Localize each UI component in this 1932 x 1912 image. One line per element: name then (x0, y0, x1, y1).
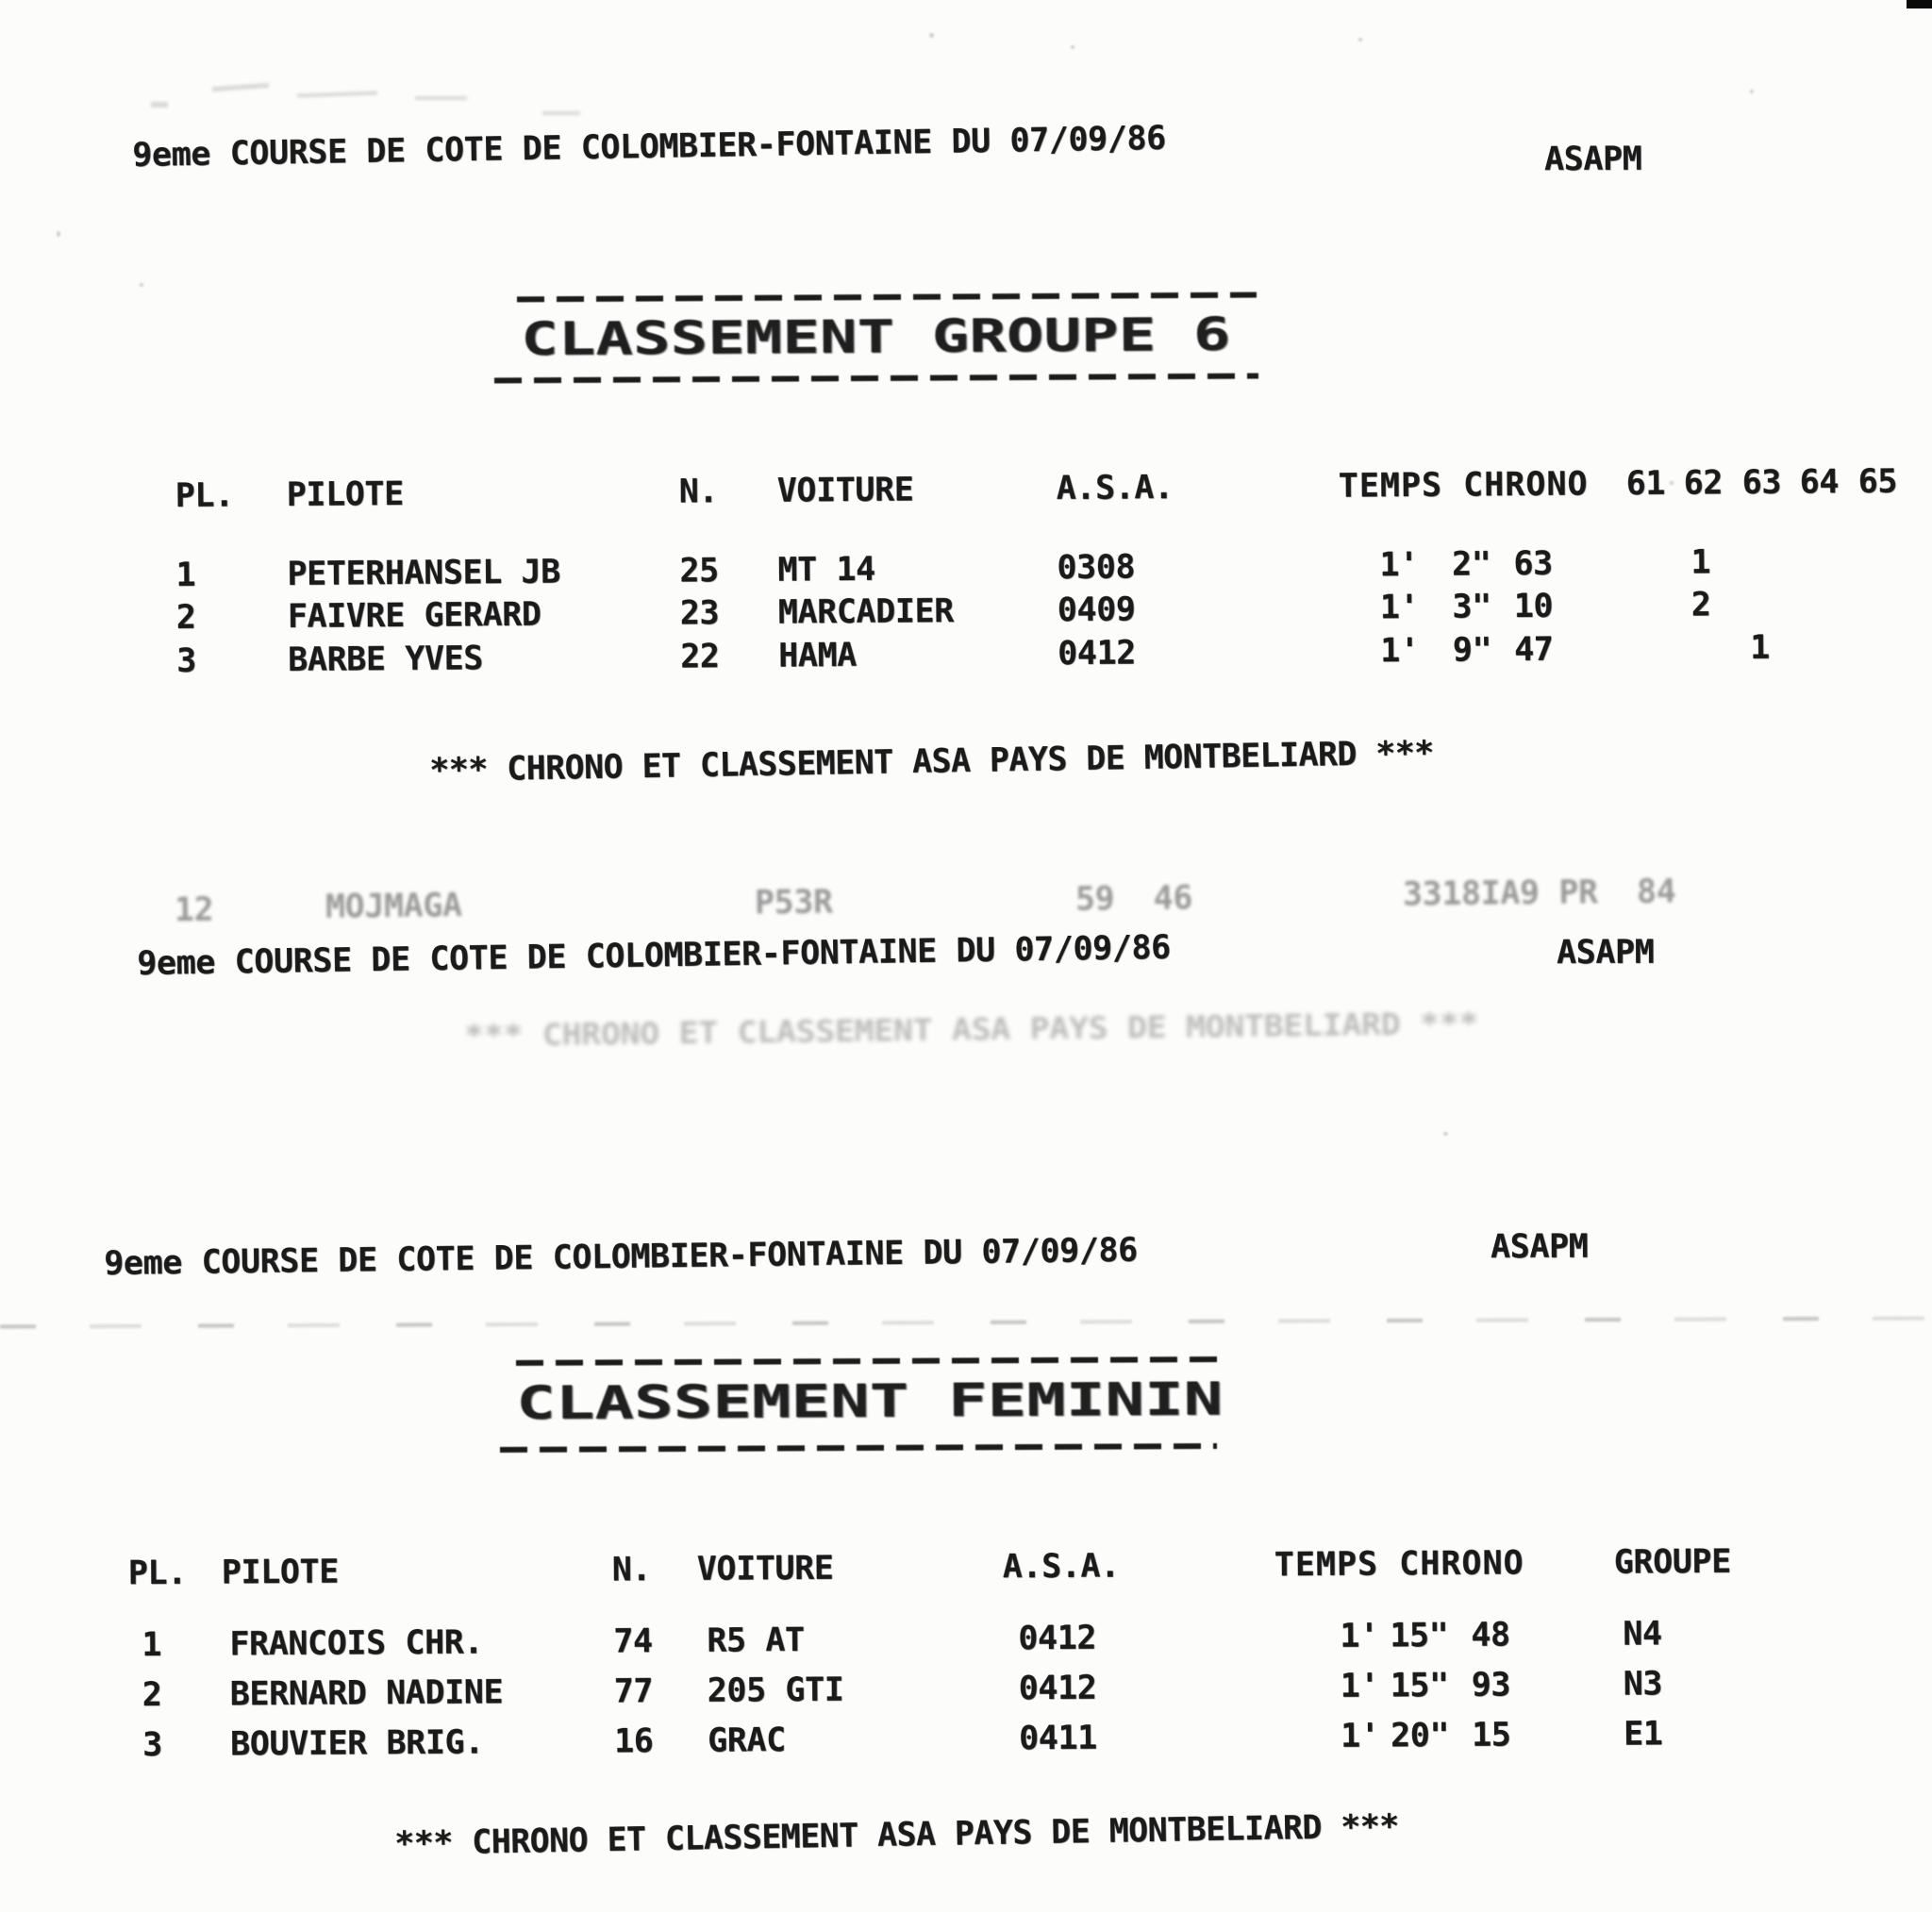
cell-asa: 0409 (1057, 590, 1136, 630)
cell-place: 3 (176, 641, 197, 680)
org-stamp-asapm: ASAPM (1543, 140, 1642, 179)
cell-asa: 0412 (1018, 1619, 1097, 1658)
cell-pilote: FAIVRE GERARD (287, 595, 541, 636)
col-header-asa: A.S.A. (1056, 469, 1174, 508)
col-header-temps: TEMPS CHRONO (1338, 465, 1589, 506)
col-header-class-65: 65 (1857, 462, 1898, 502)
col-header-n: N. (678, 473, 719, 511)
col-header-asa: A.S.A. (1002, 1547, 1120, 1587)
cell-number: 74 (613, 1622, 653, 1661)
cell-voiture: R5 AT (707, 1621, 805, 1660)
ghost-fragment: P53R (754, 883, 833, 923)
cell-pilote: FRANCOIS CHR. (229, 1623, 484, 1664)
col-header-class-63: 63 (1741, 463, 1782, 503)
cell-asa: 0412 (1018, 1669, 1097, 1708)
col-header-voiture: VOITURE (776, 471, 914, 510)
cell-time-sec: 2" (1451, 545, 1491, 584)
cell-time-cent: 10 (1513, 587, 1554, 626)
cell-groupe: E1 (1623, 1715, 1663, 1754)
table-row (0, 1616, 1932, 1670)
cell-pilote: BARBE YVES (288, 640, 484, 679)
cell-time-cent: 63 (1513, 544, 1553, 584)
cell-time-cent: 93 (1471, 1666, 1511, 1704)
col-header-voiture: VOITURE (696, 1549, 834, 1588)
footer-chrono-line: *** CHRONO ET CLASSEMENT ASA PAYS DE MONTBELIARD *** (393, 1807, 1400, 1863)
cell-voiture: HAMA (777, 636, 858, 675)
col-header-pilote: PILOTE (221, 1553, 339, 1592)
section-heading-feminin: CLASSEMENT FEMININ (515, 1372, 1224, 1430)
cell-time-sec: 3" (1452, 588, 1491, 626)
cell-voiture: GRAC (707, 1721, 786, 1760)
cell-groupe: N4 (1623, 1615, 1662, 1654)
cell-time-min: 1' (1379, 588, 1420, 627)
cell-number: 23 (679, 594, 720, 633)
cell-place: 1 (175, 556, 196, 594)
cell-groupe: N3 (1623, 1665, 1663, 1704)
table-row (1, 1716, 1932, 1770)
col-header-pl: PL. (175, 476, 234, 515)
table-header-row (0, 1544, 1932, 1598)
cell-time-cent: 47 (1513, 630, 1554, 670)
cell-number: 16 (613, 1722, 654, 1761)
cell-time-min: 1' (1340, 1617, 1379, 1655)
cell-class-mark: 1 (1749, 628, 1770, 667)
org-stamp-asapm: ASAPM (1490, 1227, 1589, 1267)
col-header-pilote: PILOTE (286, 474, 404, 514)
cell-voiture: 205 GTI (707, 1671, 844, 1710)
cell-time-min: 1' (1379, 631, 1420, 671)
col-header-temps: TEMPS CHRONO (1274, 1544, 1524, 1585)
col-header-n: N. (611, 1551, 652, 1589)
cell-place: 2 (142, 1675, 162, 1715)
ghost-fragment: 3318IA9 PR 84 (1402, 873, 1676, 914)
ghost-footer-line: *** CHRONO ET CLASSEMENT ASA PAYS DE MONTBELIARD *** (463, 1006, 1479, 1055)
cell-time-cent: 48 (1471, 1616, 1510, 1654)
cell-pilote: PETERHANSEL JB (287, 553, 560, 593)
col-header-groupe: GROUPE (1613, 1542, 1731, 1582)
cell-number: 22 (679, 638, 720, 676)
cell-place: 1 (142, 1625, 162, 1665)
ghost-fragment: 12 (174, 890, 214, 930)
cell-place: 3 (142, 1725, 162, 1765)
cell-number: 25 (679, 552, 719, 590)
cell-time-min: 1' (1379, 545, 1419, 585)
cell-time-min: 1' (1340, 1717, 1380, 1755)
ghost-fragment: 59 46 (1074, 879, 1193, 919)
section-heading-group6: CLASSEMENT GROUPE 6 (520, 308, 1231, 366)
cell-pilote: BOUVIER BRIG. (229, 1723, 484, 1764)
cell-place: 2 (175, 598, 196, 637)
report-title-group6: 9eme COURSE DE COTE DE COLOMBIER-FONTAINE DU 07/09/86 (131, 119, 1167, 175)
table-row (1, 1666, 1932, 1720)
cell-time-cent: 15 (1471, 1716, 1511, 1754)
cell-time-sec: 9" (1452, 631, 1492, 670)
footer-chrono-line: *** CHRONO ET CLASSEMENT ASA PAYS DE MONTBELIARD *** (428, 734, 1435, 790)
cell-asa: 0308 (1057, 548, 1136, 588)
cell-voiture: MT 14 (777, 550, 875, 590)
cell-asa: 0412 (1057, 634, 1136, 673)
cell-time-sec: 20" (1390, 1716, 1450, 1755)
cell-number: 77 (613, 1672, 654, 1711)
col-header-class-64: 64 (1799, 463, 1840, 502)
cell-voiture: MARCADIER (777, 592, 954, 632)
col-header-class-61: 61 (1625, 464, 1666, 504)
cell-class-mark: 1 (1690, 543, 1711, 582)
col-header-pl: PL. (127, 1554, 187, 1593)
cell-time-sec: 15" (1390, 1616, 1449, 1655)
cell-asa: 0411 (1018, 1719, 1097, 1758)
report-title-feminin: 9eme COURSE DE COTE DE COLOMBIER-FONTAINE DU 07/09/86 (103, 1231, 1138, 1283)
cell-pilote: BERNARD NADINE (229, 1673, 504, 1714)
cell-time-sec: 15" (1390, 1666, 1449, 1705)
cell-time-min: 1' (1340, 1667, 1380, 1705)
col-header-class-62: 62 (1683, 464, 1724, 503)
cell-class-mark: 2 (1690, 586, 1711, 624)
ghost-fragment: MOJMAGA (325, 887, 462, 926)
report-title-middle: 9eme COURSE DE COTE DE COLOMBIER-FONTAINE DU 07/09/86 (136, 928, 1172, 983)
org-stamp-asapm: ASAPM (1556, 933, 1655, 973)
